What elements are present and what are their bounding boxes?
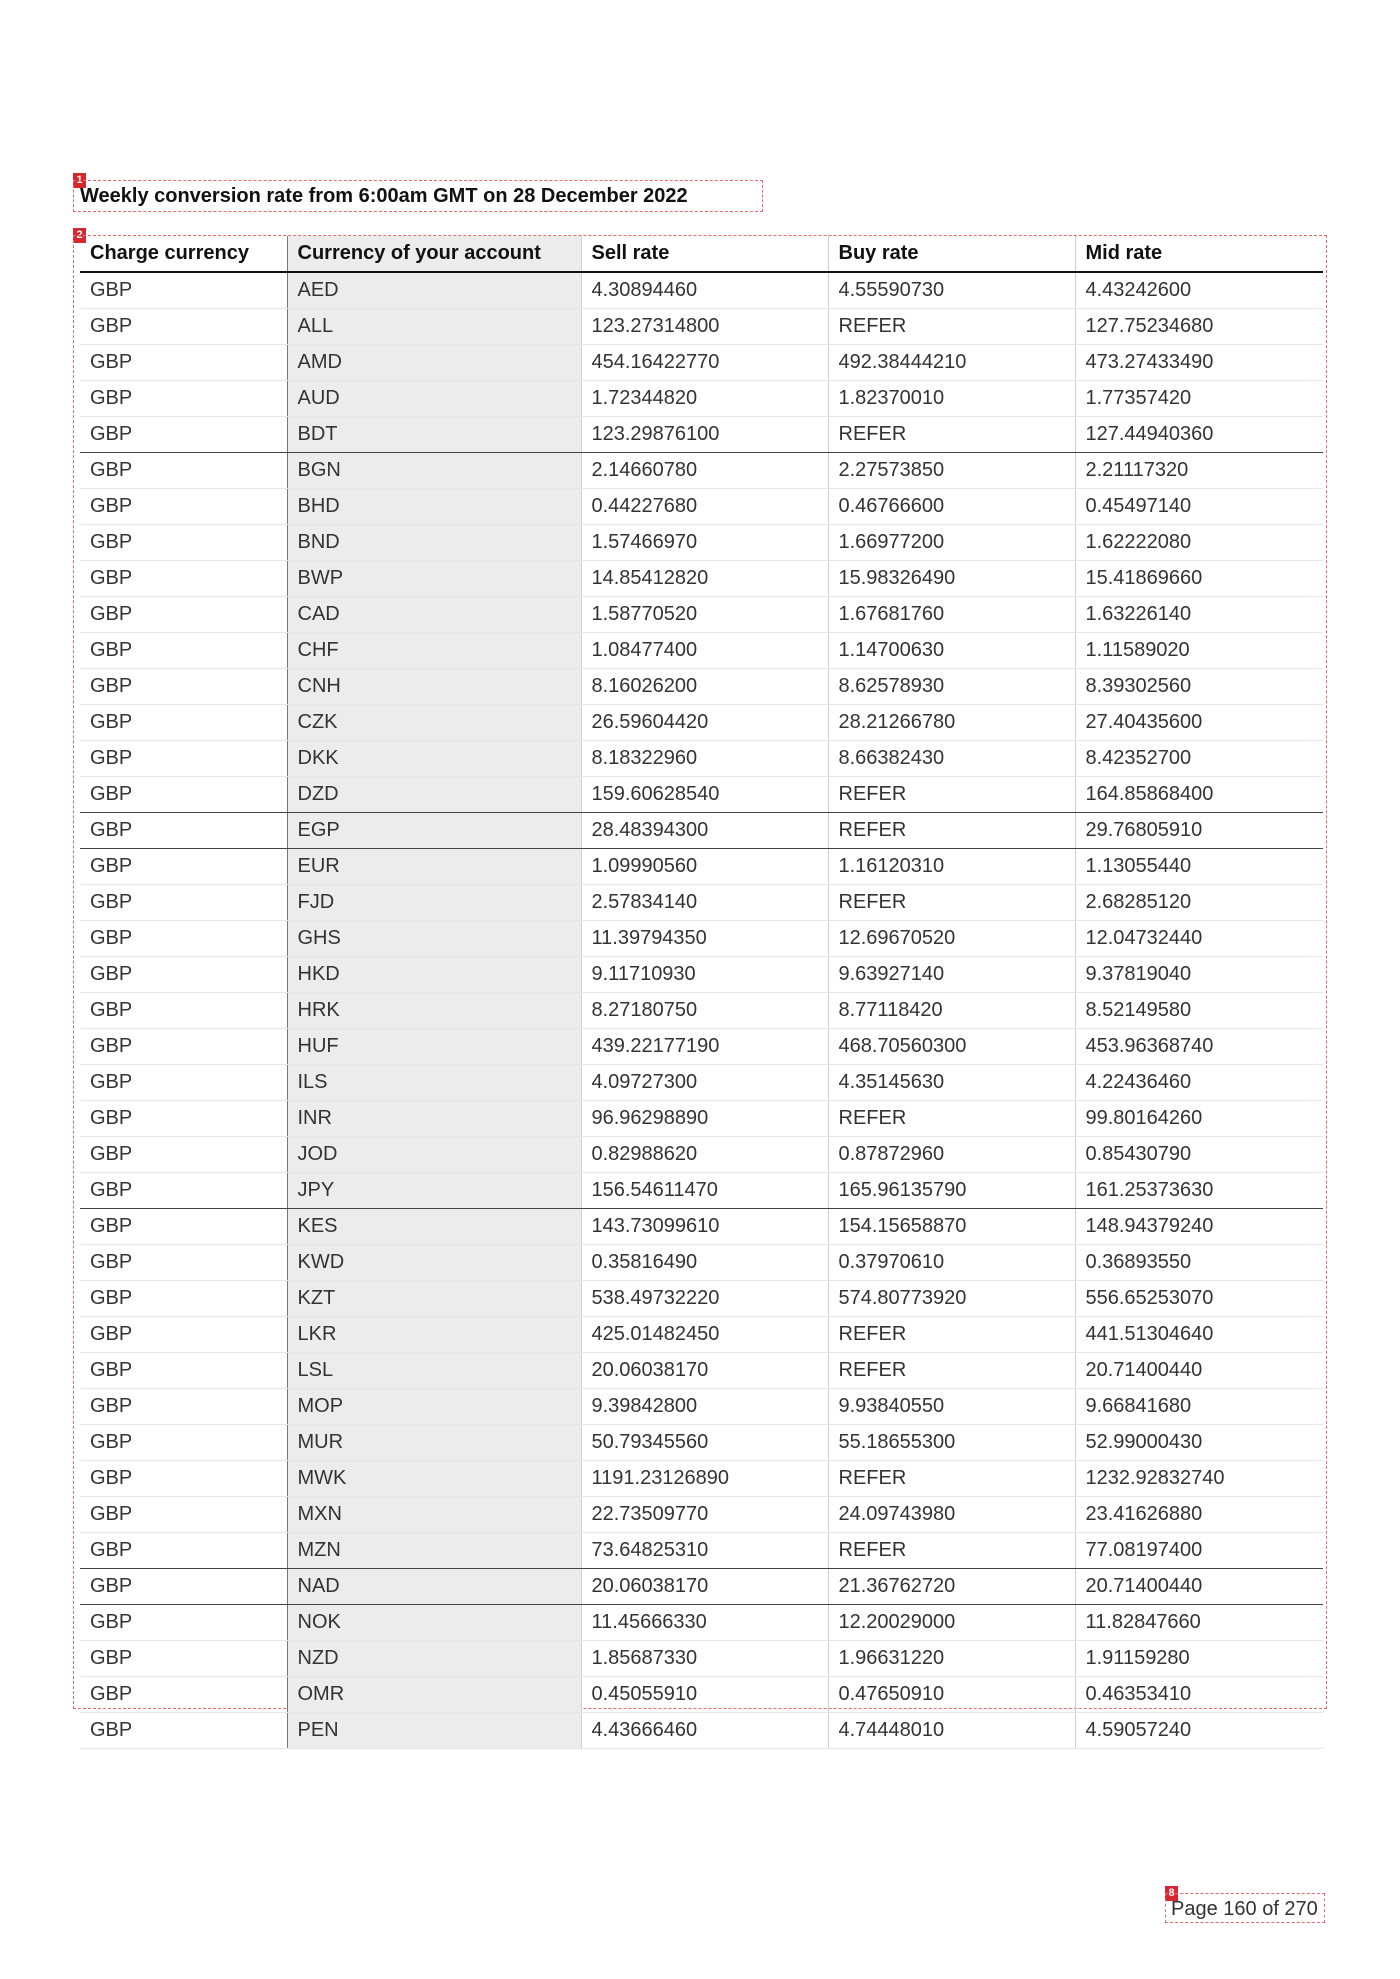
charge-currency-cell: GBP bbox=[80, 489, 287, 525]
charge-currency-cell: GBP bbox=[80, 1677, 287, 1713]
sell-rate-cell: 96.96298890 bbox=[581, 1101, 828, 1137]
account-currency-cell: AED bbox=[287, 272, 581, 309]
account-currency-cell: DKK bbox=[287, 741, 581, 777]
mid-rate-cell: 1.63226140 bbox=[1075, 597, 1323, 633]
buy-rate-cell: REFER bbox=[828, 1317, 1075, 1353]
header-account-currency: Currency of your account bbox=[287, 236, 581, 272]
mid-rate-cell: 127.75234680 bbox=[1075, 309, 1323, 345]
account-currency-cell: MUR bbox=[287, 1425, 581, 1461]
charge-currency-cell: GBP bbox=[80, 1497, 287, 1533]
mid-rate-cell: 0.45497140 bbox=[1075, 489, 1323, 525]
table-row bbox=[80, 1425, 1323, 1461]
sell-rate-cell: 143.73099610 bbox=[581, 1209, 828, 1245]
mid-rate-cell: 1.77357420 bbox=[1075, 381, 1323, 417]
buy-rate-cell: 28.21266780 bbox=[828, 705, 1075, 741]
account-currency-cell: FJD bbox=[287, 885, 581, 921]
mid-rate-cell: 1.13055440 bbox=[1075, 849, 1323, 885]
buy-rate-cell: 8.77118420 bbox=[828, 993, 1075, 1029]
buy-rate-cell: 9.63927140 bbox=[828, 957, 1075, 993]
table-row bbox=[80, 1029, 1323, 1065]
account-currency-cell: MOP bbox=[287, 1389, 581, 1425]
buy-rate-cell: 0.37970610 bbox=[828, 1245, 1075, 1281]
buy-rate-cell: 12.69670520 bbox=[828, 921, 1075, 957]
sell-rate-cell: 123.27314800 bbox=[581, 309, 828, 345]
buy-rate-cell: 1.14700630 bbox=[828, 633, 1075, 669]
sell-rate-cell: 28.48394300 bbox=[581, 813, 828, 849]
sell-rate-cell: 2.57834140 bbox=[581, 885, 828, 921]
sell-rate-cell: 159.60628540 bbox=[581, 777, 828, 813]
charge-currency-cell: GBP bbox=[80, 957, 287, 993]
account-currency-cell: ALL bbox=[287, 309, 581, 345]
charge-currency-cell: GBP bbox=[80, 741, 287, 777]
sell-rate-cell: 1.09990560 bbox=[581, 849, 828, 885]
account-currency-cell: KZT bbox=[287, 1281, 581, 1317]
charge-currency-cell: GBP bbox=[80, 1605, 287, 1641]
account-currency-cell: BND bbox=[287, 525, 581, 561]
buy-rate-cell: 4.55590730 bbox=[828, 272, 1075, 309]
table-row bbox=[80, 885, 1323, 921]
buy-rate-cell: 1.66977200 bbox=[828, 525, 1075, 561]
table-row bbox=[80, 1461, 1323, 1497]
sell-rate-cell: 73.64825310 bbox=[581, 1533, 828, 1569]
table-row bbox=[80, 669, 1323, 705]
table-row bbox=[80, 1317, 1323, 1353]
page-number: Page 160 of 270 bbox=[1171, 1898, 1318, 1920]
mid-rate-cell: 453.96368740 bbox=[1075, 1029, 1323, 1065]
buy-rate-cell: 8.62578930 bbox=[828, 669, 1075, 705]
account-currency-cell: JOD bbox=[287, 1137, 581, 1173]
sell-rate-cell: 8.27180750 bbox=[581, 993, 828, 1029]
table-row bbox=[80, 957, 1323, 993]
charge-currency-cell: GBP bbox=[80, 1245, 287, 1281]
buy-rate-cell: 9.93840550 bbox=[828, 1389, 1075, 1425]
buy-rate-cell: 0.87872960 bbox=[828, 1137, 1075, 1173]
mid-rate-cell: 20.71400440 bbox=[1075, 1353, 1323, 1389]
buy-rate-cell: 165.96135790 bbox=[828, 1173, 1075, 1209]
charge-currency-cell: GBP bbox=[80, 1425, 287, 1461]
buy-rate-cell: 4.74448010 bbox=[828, 1713, 1075, 1749]
charge-currency-cell: GBP bbox=[80, 669, 287, 705]
table-row bbox=[80, 1101, 1323, 1137]
table-row bbox=[80, 272, 1323, 309]
table-row bbox=[80, 345, 1323, 381]
mid-rate-cell: 161.25373630 bbox=[1075, 1173, 1323, 1209]
table-row bbox=[80, 525, 1323, 561]
sell-rate-cell: 1.57466970 bbox=[581, 525, 828, 561]
sell-rate-cell: 8.16026200 bbox=[581, 669, 828, 705]
sell-rate-cell: 0.45055910 bbox=[581, 1677, 828, 1713]
sell-rate-cell: 11.45666330 bbox=[581, 1605, 828, 1641]
account-currency-cell: PEN bbox=[287, 1713, 581, 1749]
table-row bbox=[80, 561, 1323, 597]
header-sell-rate: Sell rate bbox=[581, 236, 828, 272]
account-currency-cell: HKD bbox=[287, 957, 581, 993]
sell-rate-cell: 20.06038170 bbox=[581, 1569, 828, 1605]
buy-rate-cell: REFER bbox=[828, 813, 1075, 849]
mid-rate-cell: 8.39302560 bbox=[1075, 669, 1323, 705]
sell-rate-cell: 0.44227680 bbox=[581, 489, 828, 525]
mid-rate-cell: 1.62222080 bbox=[1075, 525, 1323, 561]
table-row bbox=[80, 993, 1323, 1029]
charge-currency-cell: GBP bbox=[80, 1029, 287, 1065]
account-currency-cell: CHF bbox=[287, 633, 581, 669]
mid-rate-cell: 4.22436460 bbox=[1075, 1065, 1323, 1101]
sell-rate-cell: 538.49732220 bbox=[581, 1281, 828, 1317]
table-row bbox=[80, 1533, 1323, 1569]
mid-rate-cell: 441.51304640 bbox=[1075, 1317, 1323, 1353]
mid-rate-cell: 77.08197400 bbox=[1075, 1533, 1323, 1569]
charge-currency-cell: GBP bbox=[80, 1065, 287, 1101]
mid-rate-cell: 164.85868400 bbox=[1075, 777, 1323, 813]
buy-rate-cell: REFER bbox=[828, 1353, 1075, 1389]
buy-rate-cell: 4.35145630 bbox=[828, 1065, 1075, 1101]
charge-currency-cell: GBP bbox=[80, 1641, 287, 1677]
account-currency-cell: BGN bbox=[287, 453, 581, 489]
charge-currency-cell: GBP bbox=[80, 921, 287, 957]
charge-currency-cell: GBP bbox=[80, 1137, 287, 1173]
buy-rate-cell: REFER bbox=[828, 1461, 1075, 1497]
charge-currency-cell: GBP bbox=[80, 1533, 287, 1569]
mid-rate-cell: 9.37819040 bbox=[1075, 957, 1323, 993]
account-currency-cell: EUR bbox=[287, 849, 581, 885]
buy-rate-cell: REFER bbox=[828, 309, 1075, 345]
sell-rate-cell: 50.79345560 bbox=[581, 1425, 828, 1461]
annotation-marker-table: 2 bbox=[73, 228, 86, 243]
charge-currency-cell: GBP bbox=[80, 777, 287, 813]
sell-rate-cell: 454.16422770 bbox=[581, 345, 828, 381]
sell-rate-cell: 22.73509770 bbox=[581, 1497, 828, 1533]
mid-rate-cell: 0.36893550 bbox=[1075, 1245, 1323, 1281]
sell-rate-cell: 2.14660780 bbox=[581, 453, 828, 489]
sell-rate-cell: 9.39842800 bbox=[581, 1389, 828, 1425]
sell-rate-cell: 439.22177190 bbox=[581, 1029, 828, 1065]
table-row bbox=[80, 1173, 1323, 1209]
buy-rate-cell: 574.80773920 bbox=[828, 1281, 1075, 1317]
account-currency-cell: CNH bbox=[287, 669, 581, 705]
table-row bbox=[80, 777, 1323, 813]
buy-rate-cell: 1.96631220 bbox=[828, 1641, 1075, 1677]
buy-rate-cell: REFER bbox=[828, 417, 1075, 453]
charge-currency-cell: GBP bbox=[80, 561, 287, 597]
charge-currency-cell: GBP bbox=[80, 597, 287, 633]
charge-currency-cell: GBP bbox=[80, 381, 287, 417]
mid-rate-cell: 2.68285120 bbox=[1075, 885, 1323, 921]
mid-rate-cell: 12.04732440 bbox=[1075, 921, 1323, 957]
charge-currency-cell: GBP bbox=[80, 1569, 287, 1605]
header-mid-rate: Mid rate bbox=[1075, 236, 1323, 272]
buy-rate-cell: 15.98326490 bbox=[828, 561, 1075, 597]
buy-rate-cell: 2.27573850 bbox=[828, 453, 1075, 489]
account-currency-cell: OMR bbox=[287, 1677, 581, 1713]
account-currency-cell: BWP bbox=[287, 561, 581, 597]
mid-rate-cell: 4.59057240 bbox=[1075, 1713, 1323, 1749]
buy-rate-cell: 1.67681760 bbox=[828, 597, 1075, 633]
mid-rate-cell: 1232.92832740 bbox=[1075, 1461, 1323, 1497]
account-currency-cell: GHS bbox=[287, 921, 581, 957]
mid-rate-cell: 127.44940360 bbox=[1075, 417, 1323, 453]
table-row bbox=[80, 813, 1323, 849]
sell-rate-cell: 425.01482450 bbox=[581, 1317, 828, 1353]
sell-rate-cell: 11.39794350 bbox=[581, 921, 828, 957]
mid-rate-cell: 20.71400440 bbox=[1075, 1569, 1323, 1605]
mid-rate-cell: 2.21117320 bbox=[1075, 453, 1323, 489]
sell-rate-cell: 9.11710930 bbox=[581, 957, 828, 993]
charge-currency-cell: GBP bbox=[80, 885, 287, 921]
charge-currency-cell: GBP bbox=[80, 1461, 287, 1497]
table-row bbox=[80, 1245, 1323, 1281]
table-row bbox=[80, 1677, 1323, 1713]
table-row bbox=[80, 1389, 1323, 1425]
mid-rate-cell: 4.43242600 bbox=[1075, 272, 1323, 309]
charge-currency-cell: GBP bbox=[80, 309, 287, 345]
buy-rate-cell: REFER bbox=[828, 777, 1075, 813]
annotation-marker-footer: 8 bbox=[1165, 1886, 1178, 1901]
sell-rate-cell: 1.85687330 bbox=[581, 1641, 828, 1677]
account-currency-cell: AMD bbox=[287, 345, 581, 381]
account-currency-cell: LSL bbox=[287, 1353, 581, 1389]
table-row bbox=[80, 1497, 1323, 1533]
buy-rate-cell: 8.66382430 bbox=[828, 741, 1075, 777]
table-row bbox=[80, 417, 1323, 453]
table-row bbox=[80, 849, 1323, 885]
charge-currency-cell: GBP bbox=[80, 1101, 287, 1137]
table-row bbox=[80, 597, 1323, 633]
buy-rate-cell: 0.47650910 bbox=[828, 1677, 1075, 1713]
page-title: Weekly conversion rate from 6:00am GMT on 28 December 2022 bbox=[80, 185, 688, 207]
account-currency-cell: NOK bbox=[287, 1605, 581, 1641]
account-currency-cell: MWK bbox=[287, 1461, 581, 1497]
buy-rate-cell: 0.46766600 bbox=[828, 489, 1075, 525]
mid-rate-cell: 0.46353410 bbox=[1075, 1677, 1323, 1713]
account-currency-cell: CAD bbox=[287, 597, 581, 633]
mid-rate-cell: 148.94379240 bbox=[1075, 1209, 1323, 1245]
mid-rate-cell: 9.66841680 bbox=[1075, 1389, 1323, 1425]
table-header-row bbox=[80, 236, 1323, 272]
account-currency-cell: DZD bbox=[287, 777, 581, 813]
account-currency-cell: KWD bbox=[287, 1245, 581, 1281]
table-row bbox=[80, 309, 1323, 345]
account-currency-cell: NAD bbox=[287, 1569, 581, 1605]
sell-rate-cell: 20.06038170 bbox=[581, 1353, 828, 1389]
sell-rate-cell: 123.29876100 bbox=[581, 417, 828, 453]
table-row bbox=[80, 633, 1323, 669]
charge-currency-cell: GBP bbox=[80, 453, 287, 489]
charge-currency-cell: GBP bbox=[80, 1173, 287, 1209]
charge-currency-cell: GBP bbox=[80, 1209, 287, 1245]
charge-currency-cell: GBP bbox=[80, 1353, 287, 1389]
mid-rate-cell: 556.65253070 bbox=[1075, 1281, 1323, 1317]
buy-rate-cell: 12.20029000 bbox=[828, 1605, 1075, 1641]
annotation-marker-title: 1 bbox=[73, 173, 86, 188]
sell-rate-cell: 1191.23126890 bbox=[581, 1461, 828, 1497]
mid-rate-cell: 23.41626880 bbox=[1075, 1497, 1323, 1533]
charge-currency-cell: GBP bbox=[80, 1713, 287, 1749]
charge-currency-cell: GBP bbox=[80, 705, 287, 741]
table-row bbox=[80, 1641, 1323, 1677]
table-row bbox=[80, 1065, 1323, 1101]
account-currency-cell: KES bbox=[287, 1209, 581, 1245]
mid-rate-cell: 1.91159280 bbox=[1075, 1641, 1323, 1677]
table-row bbox=[80, 1713, 1323, 1749]
account-currency-cell: AUD bbox=[287, 381, 581, 417]
mid-rate-cell: 52.99000430 bbox=[1075, 1425, 1323, 1461]
buy-rate-cell: 154.15658870 bbox=[828, 1209, 1075, 1245]
table-body bbox=[80, 272, 1323, 1749]
account-currency-cell: EGP bbox=[287, 813, 581, 849]
buy-rate-cell: 1.82370010 bbox=[828, 381, 1075, 417]
mid-rate-cell: 473.27433490 bbox=[1075, 345, 1323, 381]
table-row bbox=[80, 741, 1323, 777]
sell-rate-cell: 1.72344820 bbox=[581, 381, 828, 417]
table-row bbox=[80, 921, 1323, 957]
charge-currency-cell: GBP bbox=[80, 272, 287, 309]
sell-rate-cell: 156.54611470 bbox=[581, 1173, 828, 1209]
buy-rate-cell: 492.38444210 bbox=[828, 345, 1075, 381]
account-currency-cell: ILS bbox=[287, 1065, 581, 1101]
mid-rate-cell: 27.40435600 bbox=[1075, 705, 1323, 741]
table-row bbox=[80, 1569, 1323, 1605]
table-row bbox=[80, 489, 1323, 525]
charge-currency-cell: GBP bbox=[80, 993, 287, 1029]
account-currency-cell: MZN bbox=[287, 1533, 581, 1569]
mid-rate-cell: 11.82847660 bbox=[1075, 1605, 1323, 1641]
buy-rate-cell: 21.36762720 bbox=[828, 1569, 1075, 1605]
mid-rate-cell: 29.76805910 bbox=[1075, 813, 1323, 849]
header-buy-rate: Buy rate bbox=[828, 236, 1075, 272]
account-currency-cell: BDT bbox=[287, 417, 581, 453]
sell-rate-cell: 1.58770520 bbox=[581, 597, 828, 633]
account-currency-cell: JPY bbox=[287, 1173, 581, 1209]
buy-rate-cell: 24.09743980 bbox=[828, 1497, 1075, 1533]
buy-rate-cell: REFER bbox=[828, 1533, 1075, 1569]
account-currency-cell: HUF bbox=[287, 1029, 581, 1065]
sell-rate-cell: 8.18322960 bbox=[581, 741, 828, 777]
table-row bbox=[80, 1353, 1323, 1389]
buy-rate-cell: REFER bbox=[828, 885, 1075, 921]
sell-rate-cell: 4.30894460 bbox=[581, 272, 828, 309]
mid-rate-cell: 1.11589020 bbox=[1075, 633, 1323, 669]
sell-rate-cell: 14.85412820 bbox=[581, 561, 828, 597]
table-row bbox=[80, 381, 1323, 417]
charge-currency-cell: GBP bbox=[80, 813, 287, 849]
account-currency-cell: INR bbox=[287, 1101, 581, 1137]
buy-rate-cell: REFER bbox=[828, 1101, 1075, 1137]
mid-rate-cell: 8.42352700 bbox=[1075, 741, 1323, 777]
sell-rate-cell: 0.82988620 bbox=[581, 1137, 828, 1173]
sell-rate-cell: 26.59604420 bbox=[581, 705, 828, 741]
charge-currency-cell: GBP bbox=[80, 1281, 287, 1317]
account-currency-cell: MXN bbox=[287, 1497, 581, 1533]
conversion-rates-table bbox=[80, 236, 1323, 1749]
charge-currency-cell: GBP bbox=[80, 525, 287, 561]
mid-rate-cell: 99.80164260 bbox=[1075, 1101, 1323, 1137]
charge-currency-cell: GBP bbox=[80, 1317, 287, 1353]
charge-currency-cell: GBP bbox=[80, 849, 287, 885]
buy-rate-cell: 55.18655300 bbox=[828, 1425, 1075, 1461]
mid-rate-cell: 0.85430790 bbox=[1075, 1137, 1323, 1173]
sell-rate-cell: 4.09727300 bbox=[581, 1065, 828, 1101]
table-row bbox=[80, 1281, 1323, 1317]
table-row bbox=[80, 453, 1323, 489]
header-charge-currency: Charge currency bbox=[80, 236, 287, 272]
account-currency-cell: NZD bbox=[287, 1641, 581, 1677]
mid-rate-cell: 15.41869660 bbox=[1075, 561, 1323, 597]
sell-rate-cell: 1.08477400 bbox=[581, 633, 828, 669]
mid-rate-cell: 8.52149580 bbox=[1075, 993, 1323, 1029]
table-row bbox=[80, 1605, 1323, 1641]
account-currency-cell: CZK bbox=[287, 705, 581, 741]
table-row bbox=[80, 1209, 1323, 1245]
account-currency-cell: BHD bbox=[287, 489, 581, 525]
account-currency-cell: HRK bbox=[287, 993, 581, 1029]
charge-currency-cell: GBP bbox=[80, 345, 287, 381]
charge-currency-cell: GBP bbox=[80, 633, 287, 669]
charge-currency-cell: GBP bbox=[80, 417, 287, 453]
sell-rate-cell: 0.35816490 bbox=[581, 1245, 828, 1281]
sell-rate-cell: 4.43666460 bbox=[581, 1713, 828, 1749]
account-currency-cell: LKR bbox=[287, 1317, 581, 1353]
table-row bbox=[80, 1137, 1323, 1173]
buy-rate-cell: 1.16120310 bbox=[828, 849, 1075, 885]
buy-rate-cell: 468.70560300 bbox=[828, 1029, 1075, 1065]
charge-currency-cell: GBP bbox=[80, 1389, 287, 1425]
table-row bbox=[80, 705, 1323, 741]
